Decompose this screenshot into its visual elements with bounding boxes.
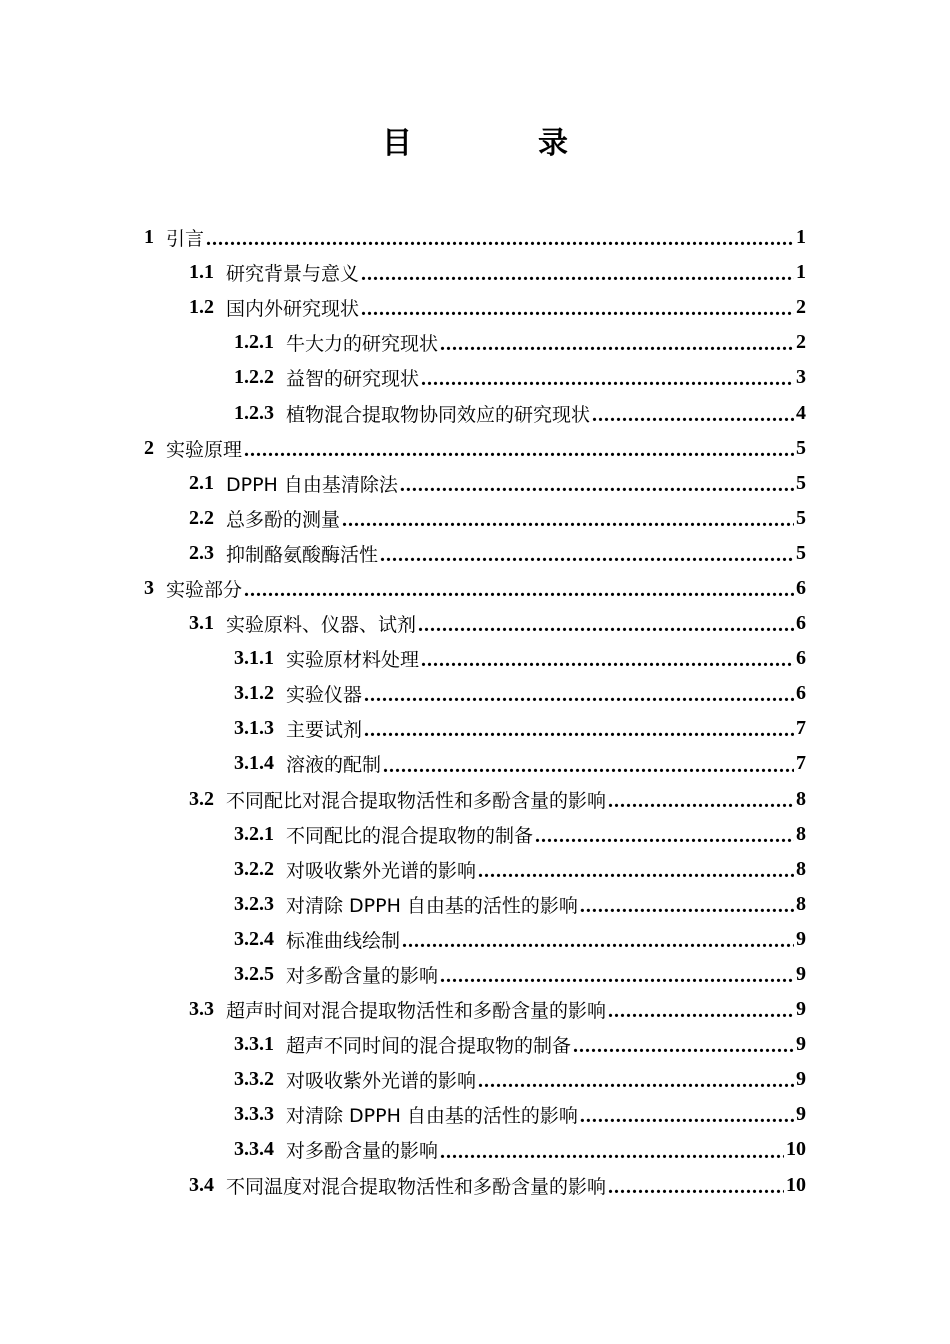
toc-entry[interactable] (144, 746, 806, 781)
toc-entry-title: DPPH 自由基清除法 (226, 473, 398, 496)
toc-entry-title: 对多酚含量的影响 (286, 1140, 439, 1163)
toc-entry[interactable] (144, 501, 806, 536)
toc-entry-title: 超声时间对混合提取物活性和多酚含量的影响 (226, 1000, 607, 1023)
dot-leader (440, 1142, 784, 1168)
toc-entry-page: 2 (796, 296, 806, 319)
dot-leader (400, 475, 794, 501)
toc-entry[interactable] (144, 1168, 806, 1203)
toc-entry-number: 2.3 (189, 541, 214, 564)
toc-entry-page: 9 (796, 1103, 806, 1126)
toc-entry-title: 植物混合提取物协同效应的研究现状 (286, 403, 591, 426)
toc-entry-number: 3.1.3 (234, 717, 274, 740)
toc-entry-number: 3.3 (189, 998, 214, 1021)
toc-entry-number: 1.1 (189, 261, 214, 284)
toc-entry-page: 6 (796, 647, 806, 670)
toc-entry-title: 国内外研究现状 (226, 298, 360, 321)
toc-entry-number: 3.1.4 (234, 752, 274, 775)
toc-entry-title: 实验部分 (166, 578, 243, 601)
toc-entry-title: 溶液的配制 (286, 754, 382, 777)
toc-entry[interactable] (144, 466, 806, 501)
dot-leader (421, 650, 794, 676)
dot-leader (478, 1071, 794, 1097)
toc-entry[interactable] (144, 255, 806, 290)
toc-entry-page: 9 (796, 1033, 806, 1056)
toc-entry[interactable] (144, 887, 806, 922)
dot-leader (580, 1106, 794, 1132)
dot-leader (244, 580, 794, 606)
toc-entry-title: 对清除 DPPH 自由基的活性的影响 (286, 1105, 578, 1128)
dot-leader (380, 545, 794, 571)
dot-leader (244, 440, 794, 466)
toc-entry-page: 9 (796, 963, 806, 986)
toc-entry-page: 5 (796, 506, 806, 529)
toc-entry[interactable] (144, 782, 806, 817)
dot-leader (478, 861, 794, 887)
toc-entry-number: 1.2.3 (234, 401, 274, 424)
toc-entry-page: 8 (796, 787, 806, 810)
toc-entry-title: 超声不同时间的混合提取物的制备 (286, 1035, 572, 1058)
dot-leader (206, 229, 794, 255)
toc-entry-title: 对多酚含量的影响 (286, 965, 439, 988)
table-of-contents (144, 220, 806, 1203)
dot-leader (364, 685, 794, 711)
toc-entry-page: 3 (796, 366, 806, 389)
dot-leader (440, 966, 794, 992)
toc-entry-page: 6 (796, 576, 806, 599)
toc-entry-page: 10 (786, 1173, 806, 1196)
toc-entry-number: 3.3.3 (234, 1103, 274, 1126)
toc-entry-page: 1 (796, 261, 806, 284)
page-title: 目 录 (382, 126, 616, 161)
toc-entry-number: 3.1 (189, 612, 214, 635)
dot-leader (580, 896, 794, 922)
toc-entry-page: 6 (796, 612, 806, 635)
dot-leader (342, 510, 794, 536)
toc-entry-page: 8 (796, 857, 806, 880)
dot-leader (364, 720, 794, 746)
toc-entry-title: 益智的研究现状 (286, 368, 420, 391)
toc-entry-title: 实验仪器 (286, 684, 363, 707)
toc-entry[interactable] (144, 395, 806, 430)
dot-leader (535, 826, 794, 852)
toc-entry-title: 实验原理 (166, 438, 243, 461)
toc-entry-title: 对清除 DPPH 自由基的活性的影响 (286, 894, 578, 917)
toc-entry[interactable] (144, 957, 806, 992)
toc-entry-page: 5 (796, 541, 806, 564)
toc-entry-title: 总多酚的测量 (226, 508, 341, 531)
dot-leader (440, 334, 794, 360)
toc-entry-number: 1.2.1 (234, 331, 274, 354)
toc-entry[interactable] (144, 1062, 806, 1097)
toc-entry-number: 3.2 (189, 787, 214, 810)
dot-leader (592, 405, 794, 431)
dot-leader (383, 756, 794, 782)
toc-entry[interactable] (144, 711, 806, 746)
toc-entry-title: 抑制酪氨酸酶活性 (226, 543, 379, 566)
toc-entry-title: 实验原材料处理 (286, 649, 420, 672)
toc-entry-title: 牛大力的研究现状 (286, 333, 439, 356)
toc-entry-number: 3.3.1 (234, 1033, 274, 1056)
toc-entry-page: 1 (796, 226, 806, 249)
toc-entry[interactable] (144, 571, 806, 606)
toc-entry-number: 1 (144, 226, 154, 249)
dot-leader (421, 369, 794, 395)
toc-entry[interactable] (144, 817, 806, 852)
toc-entry[interactable] (144, 1027, 806, 1062)
dot-leader (361, 264, 794, 290)
toc-entry[interactable] (144, 220, 806, 255)
toc-entry-number: 3.4 (189, 1173, 214, 1196)
dot-leader (402, 931, 794, 957)
toc-entry-page: 8 (796, 892, 806, 915)
dot-leader (608, 1177, 784, 1203)
toc-entry-page: 2 (796, 331, 806, 354)
toc-entry[interactable] (144, 290, 806, 325)
toc-entry-title: 实验原料、仪器、试剂 (226, 614, 417, 637)
toc-entry-number: 1.2 (189, 296, 214, 319)
toc-entry[interactable] (144, 1097, 806, 1132)
toc-entry-number: 3.2.2 (234, 857, 274, 880)
toc-entry[interactable] (144, 431, 806, 466)
toc-entry[interactable] (144, 641, 806, 676)
toc-entry-page: 4 (796, 401, 806, 424)
toc-entry-page: 7 (796, 717, 806, 740)
toc-entry-number: 3.3.4 (234, 1138, 274, 1161)
toc-entry-number: 3.3.2 (234, 1068, 274, 1091)
dot-leader (608, 791, 794, 817)
toc-entry-page: 8 (796, 822, 806, 845)
toc-entry-page: 9 (796, 998, 806, 1021)
dot-leader (361, 299, 794, 325)
toc-entry-title: 主要试剂 (286, 719, 363, 742)
toc-entry-title: 对吸收紫外光谱的影响 (286, 859, 477, 882)
toc-entry-page: 9 (796, 927, 806, 950)
toc-entry-title: 研究背景与意义 (226, 263, 360, 286)
toc-entry-title: 不同温度对混合提取物活性和多酚含量的影响 (226, 1175, 607, 1198)
toc-entry-title: 对吸收紫外光谱的影响 (286, 1070, 477, 1093)
toc-entry[interactable] (144, 992, 806, 1027)
toc-entry-number: 3.2.1 (234, 822, 274, 845)
toc-entry-number: 2.1 (189, 471, 214, 494)
toc-entry-title: 不同配比的混合提取物的制备 (286, 824, 534, 847)
toc-entry-number: 3 (144, 576, 154, 599)
toc-entry[interactable] (144, 360, 806, 395)
toc-entry[interactable] (144, 676, 806, 711)
toc-entry-page: 10 (786, 1138, 806, 1161)
toc-entry[interactable] (144, 852, 806, 887)
toc-entry-number: 3.2.5 (234, 963, 274, 986)
toc-entry-page: 5 (796, 471, 806, 494)
dot-leader (418, 615, 794, 641)
toc-entry-title: 不同配比对混合提取物活性和多酚含量的影响 (226, 789, 607, 812)
toc-entry-number: 2.2 (189, 506, 214, 529)
dot-leader (573, 1036, 794, 1062)
toc-entry[interactable] (144, 1132, 806, 1167)
toc-entry[interactable] (144, 536, 806, 571)
toc-entry-title: 引言 (166, 228, 205, 251)
toc-entry-page: 7 (796, 752, 806, 775)
toc-entry[interactable] (144, 922, 806, 957)
dot-leader (608, 1001, 794, 1027)
toc-entry-number: 3.1.2 (234, 682, 274, 705)
toc-entry-page: 5 (796, 436, 806, 459)
toc-entry[interactable] (144, 606, 806, 641)
toc-entry-number: 3.2.4 (234, 927, 274, 950)
toc-entry-page: 9 (796, 1068, 806, 1091)
toc-entry-number: 2 (144, 436, 154, 459)
toc-entry-page: 6 (796, 682, 806, 705)
toc-entry-number: 3.1.1 (234, 647, 274, 670)
toc-entry-number: 3.2.3 (234, 892, 274, 915)
toc-entry-number: 1.2.2 (234, 366, 274, 389)
toc-entry-title: 标准曲线绘制 (286, 929, 401, 952)
toc-entry[interactable] (144, 325, 806, 360)
